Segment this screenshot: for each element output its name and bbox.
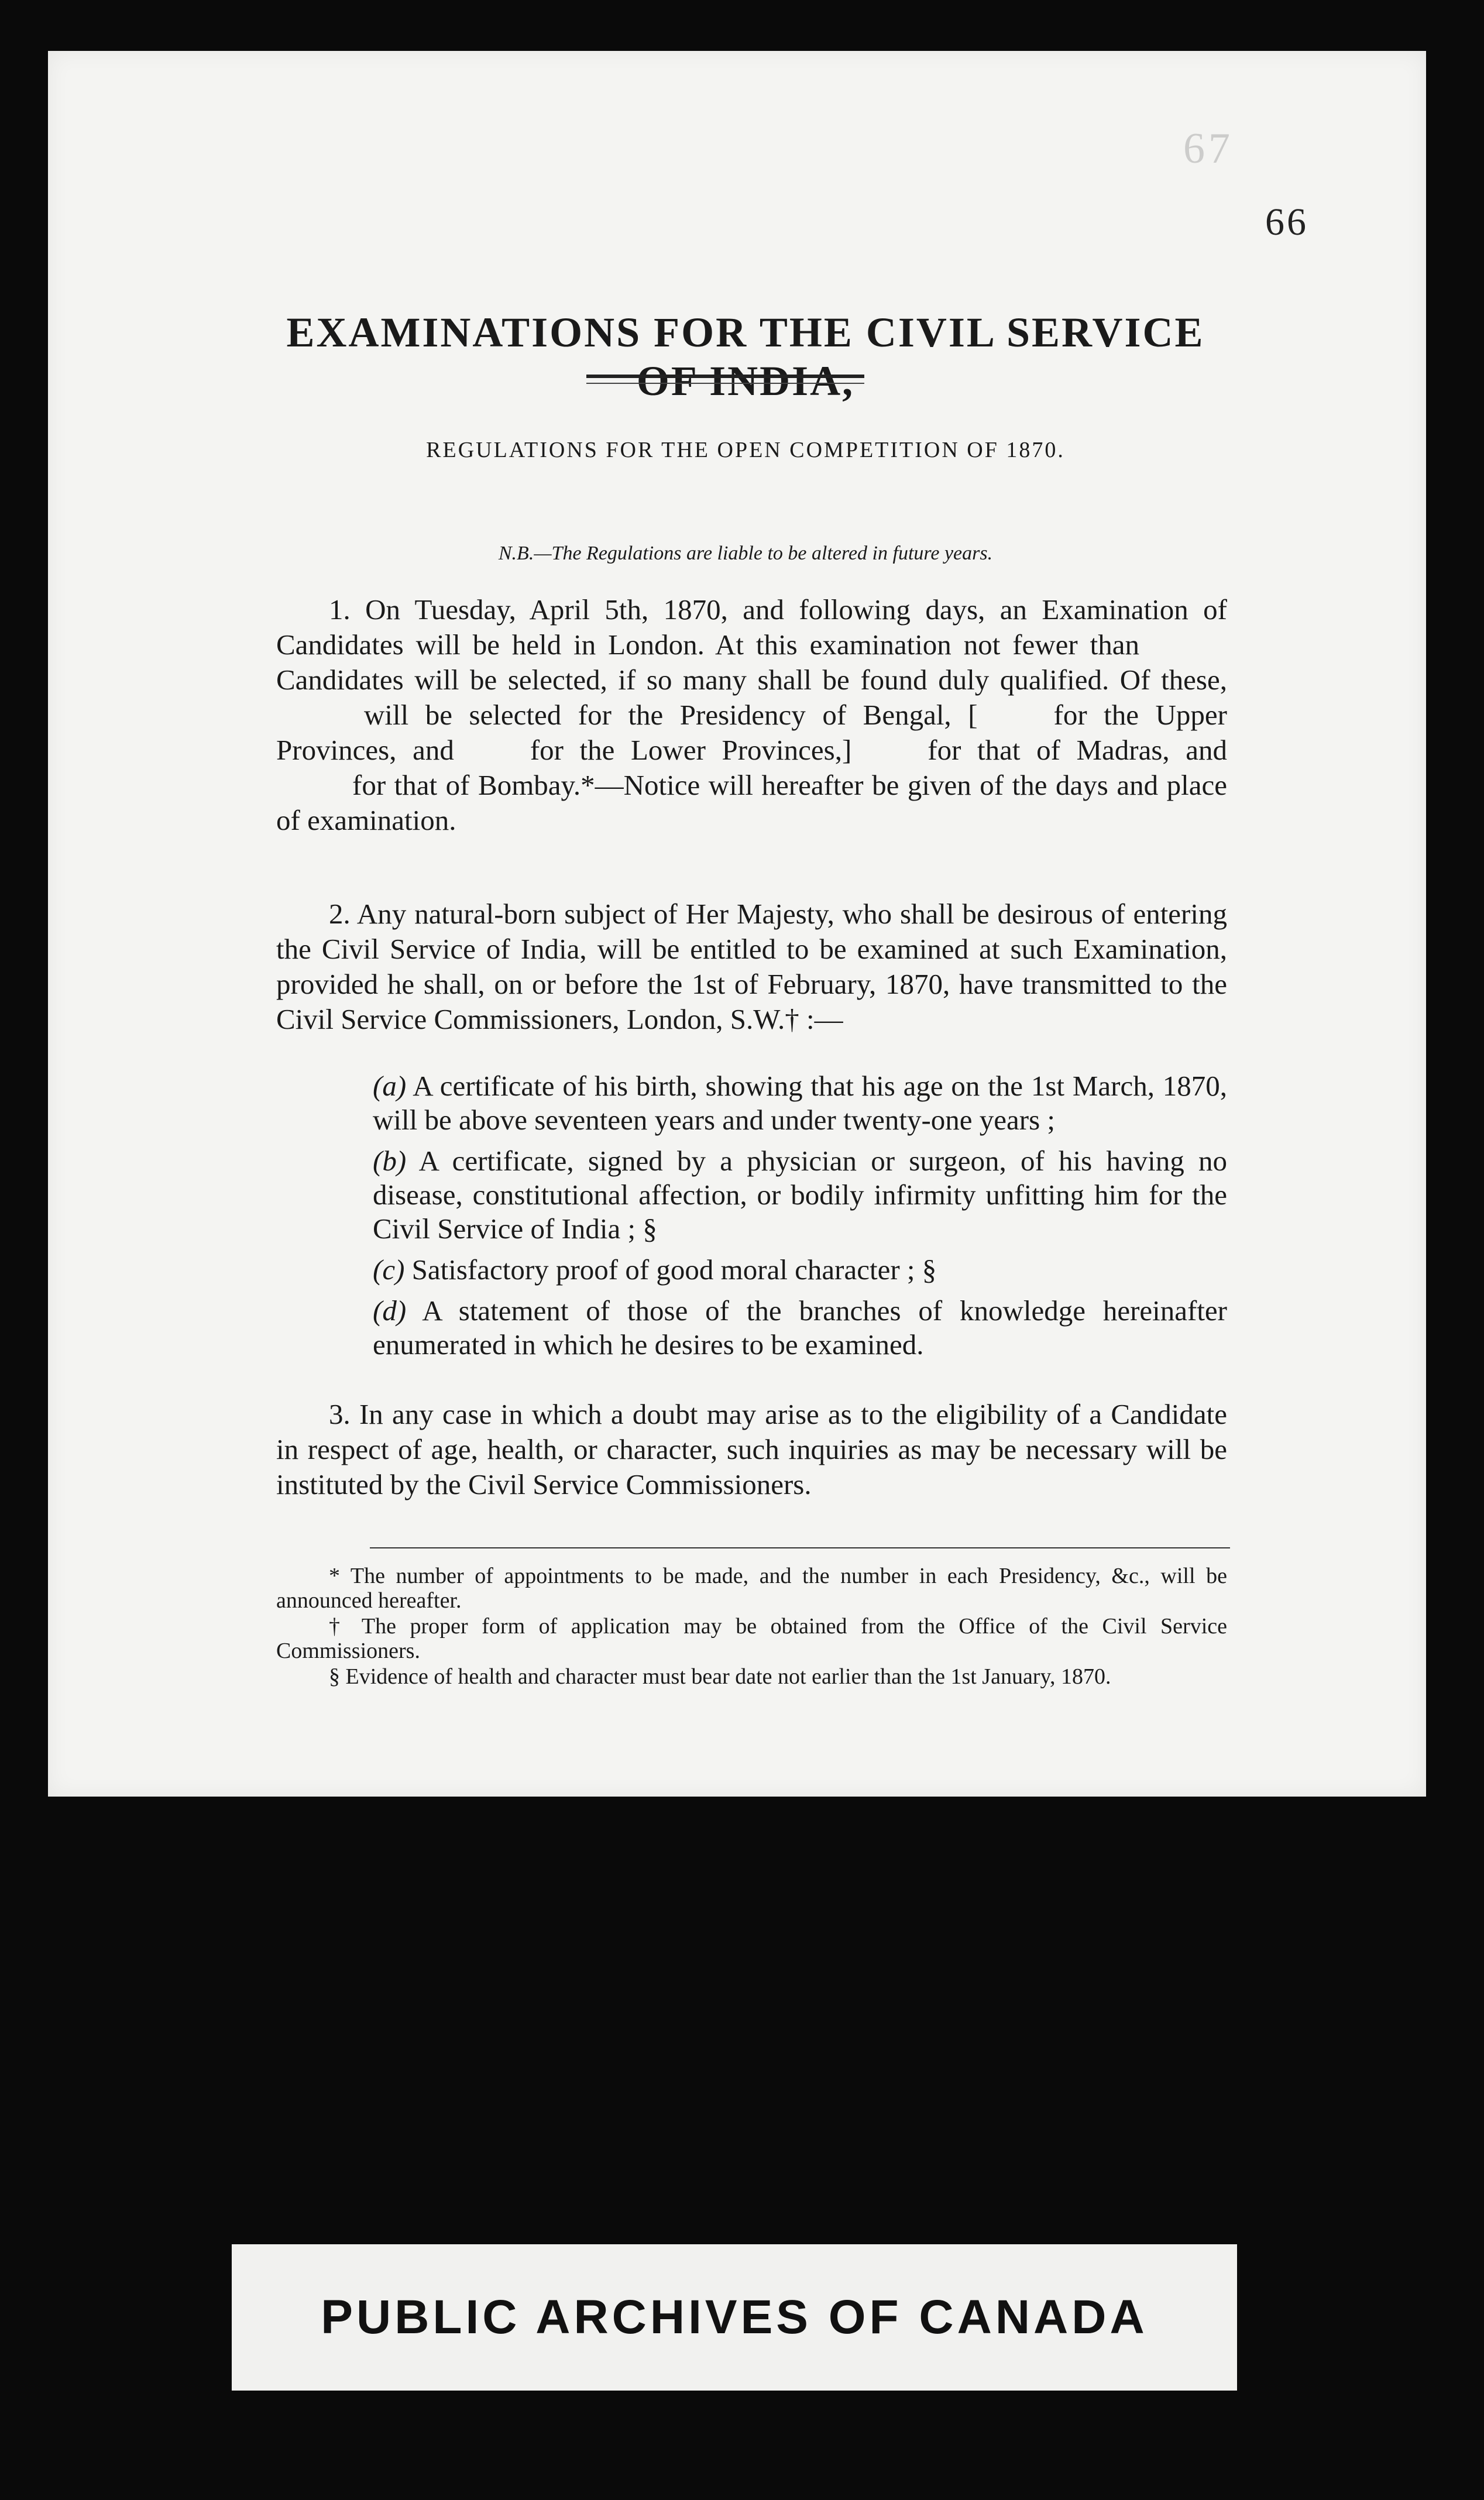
paragraph-1-part-6: for that of Madras, and <box>928 734 1228 766</box>
paragraph-1-part-3: will be selected for the Presidency of Bengal, [ <box>364 699 978 731</box>
list-item <box>373 1144 1227 1246</box>
list-item <box>373 1069 1227 1137</box>
footnotes <box>276 1564 1227 1690</box>
note-text: N.B.—The Regulations are liable to be altered in future years. <box>498 542 993 564</box>
document-title: EXAMINATIONS FOR THE CIVIL SERVICE OF INDIA, <box>286 309 1205 404</box>
document-subtitle: REGULATIONS FOR THE OPEN COMPETITION OF 1870. <box>426 438 1065 462</box>
paragraph-1-part-5: for the Lower Provinces,] <box>530 734 852 766</box>
page-number: 66 <box>1265 201 1308 243</box>
requirements-list <box>373 1069 1227 1369</box>
paragraph-1 <box>276 592 1227 838</box>
item-label: (b) <box>373 1145 407 1177</box>
item-text: A statement of those of the branches of knowledge hereinafter enumerated in which he desires to be examined. <box>373 1294 1227 1361</box>
archive-label <box>232 2244 1237 2391</box>
item-text: A certificate, signed by a physician or surgeon, of his having no disease, constitutional affection, or bodily infirmity unfitting him for the Civil Service of India ; § <box>373 1145 1228 1245</box>
item-text: Satisfactory proof of good moral character ; § <box>411 1254 937 1286</box>
paragraph-1-part-1: 1. On Tuesday, April 5th, 1870, and following days, an Examination of Candidates will be held in London. At this examination not fewer than <box>276 593 1227 661</box>
title-divider <box>586 375 864 384</box>
item-label: (d) <box>373 1294 407 1327</box>
item-label: (a) <box>373 1070 407 1102</box>
paragraph-1-part-7: for that of Bombay.*—Notice will hereafter be given of the days and place of examination. <box>276 769 1227 836</box>
paragraph-1-part-4: for the Upper Provinces, and <box>276 699 1227 766</box>
archive-label-text: PUBLIC ARCHIVES OF CANADA <box>321 2290 1148 2344</box>
footnote: § Evidence of health and character must bear date not earlier than the 1st January, 1870. <box>329 1664 1111 1689</box>
paragraph-1-part-2: Candidates will be selected, if so many shall be found duly qualified. Of these, <box>276 664 1227 696</box>
item-label: (c) <box>373 1254 405 1286</box>
paragraph-2: 2. Any natural-born subject of Her Majesty, who shall be desirous of entering the Civil Service of India, will be entitled to be examined at such Examination, provided he shall, on or before the 1st of February, 1870, have transmitted to the Civil Service Commissioners, London, S.W.† :— <box>276 898 1227 1035</box>
list-item <box>373 1253 1227 1287</box>
footnote: * The number of appointments to be made, and the number in each Presidency, &c., will be announced hereafter. <box>276 1564 1227 1613</box>
list-item <box>373 1294 1227 1362</box>
bleed-through-page-number: 67 <box>1183 125 1234 173</box>
footnote: † The proper form of application may be obtained from the Office of the Civil Service Commissioners. <box>276 1614 1227 1663</box>
paragraph-3: 3. In any case in which a doubt may arise as to the eligibility of a Candidate in respect of age, health, or character, such inquiries as may be necessary will be instituted by the Civil Service Commissioners. <box>276 1398 1227 1500</box>
item-text: A certificate of his birth, showing that his age on the 1st March, 1870, will be above seventeen years and under twenty-one years ; <box>373 1070 1227 1136</box>
document-page <box>48 51 1426 1797</box>
footnote-divider <box>370 1547 1230 1548</box>
